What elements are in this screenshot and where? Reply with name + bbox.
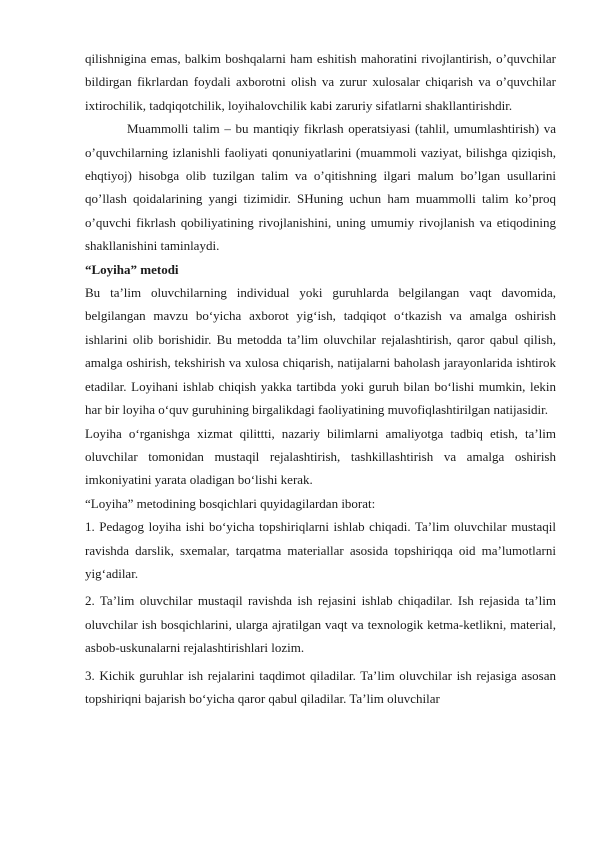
list-item-step-1: 1. Pedagog loyiha ishi bo‘yicha topshiriqlarni ishlab chiqadi. Ta’lim oluvchilar mustaqil ravishda darslik, sxemalar, tarqatma materiallar asosida topshiriqqa oid ma’lumotlarni yig‘adilar.: [85, 519, 556, 581]
section-heading-loyiha: “Loyiha” metodi: [85, 261, 179, 277]
document-page: [85, 47, 556, 710]
paragraph-loyiha-purpose: Loyiha o‘rganishga xizmat qilittti, nazariy bilimlarni amaliyotga tadbiq etish, ta’lim oluvchilar tomonidan mustaqil rejalashtirish, tashkillashtirish va amalga oshirish imkoniyatini yarata oladigan bo‘lishi kerak.: [85, 425, 556, 488]
paragraph-muammoli-talim: Muammolli talim – bu mantiqiy fikrlash operatsiyasi (tahlil, umumlashtirish) va o’quvchilarning izlanishli faoliyati qonuniyatlarini (muammoli vaziyat, bilishga qiziqish, ehqtiyoj) hisobga olib tuzilgan talim va o’qitishning ilgari malum bo’lgan usullarini qo’llash qoidalarining yangi tizimidir. SHuning uchun ham muammolli talim ko’proq o’quvchi fikrlash qobiliyatining rivojlanishini, uning umumiy rivojlanish va etiqodining shakllanishini taminlaydi.: [85, 121, 556, 254]
paragraph-steps-intro: “Loyiha” metodining bosqichlari quyidagilardan iborat:: [85, 495, 376, 511]
paragraph-loyiha-definition: Bu ta’lim oluvchilarning individual yoki guruhlarda belgilangan vaqt davomida, belgilangan mavzu bo‘yicha axborot yig‘ish, tadqiqot o‘tkazish va amalga oshirish ishlarini olib borishidir. Bu metodda ta’lim oluvchilar rejalashtirish, qaror qabul qilish, amalga oshirish, tekshirish va xulosa chiqarish, natijalarni baholash jarayonlarida ishtirok etadilar. Loyihani ishlab chiqish yakka tartibda yoki guruh bilan bo‘lishi mumkin, lekin har bir loyiha o‘quv guruhining birgalikdagi faoliyatining muvofiqlashtirilgan natijasidir.: [85, 285, 556, 418]
paragraph-continuation: qilishnigina emas, balkim boshqalarni ham eshitish mahoratini rivojlantirish, o’quvchilar bildirgan fikrlardan foydali axborotni olish va zurur xulosalar chiqarish va o’quvchilar ixtirochilik, tadqiqotchilik, loyihalovchilik kabi zaruriy sifatlarni shakllantirishdir.: [85, 51, 556, 113]
list-item-step-2: 2. Ta’lim oluvchilar mustaqil ravishda ish rejasini ishlab chiqadilar. Ish rejasida ta’lim oluvchilar ish bosqichlarini, ularga ajratilgan vaqt va texnologik ketma-ketlikni, material, asbob-uskunalarni rejalashtirishlari lozim.: [85, 593, 556, 656]
list-item-step-3: 3. Kichik guruhlar ish rejalarini taqdimot qiladilar. Ta’lim oluvchilar ish rejasiga asosan topshiriqni bajarish bo‘yicha qaror qabul qiladilar. Ta’lim oluvchilar: [85, 667, 556, 706]
